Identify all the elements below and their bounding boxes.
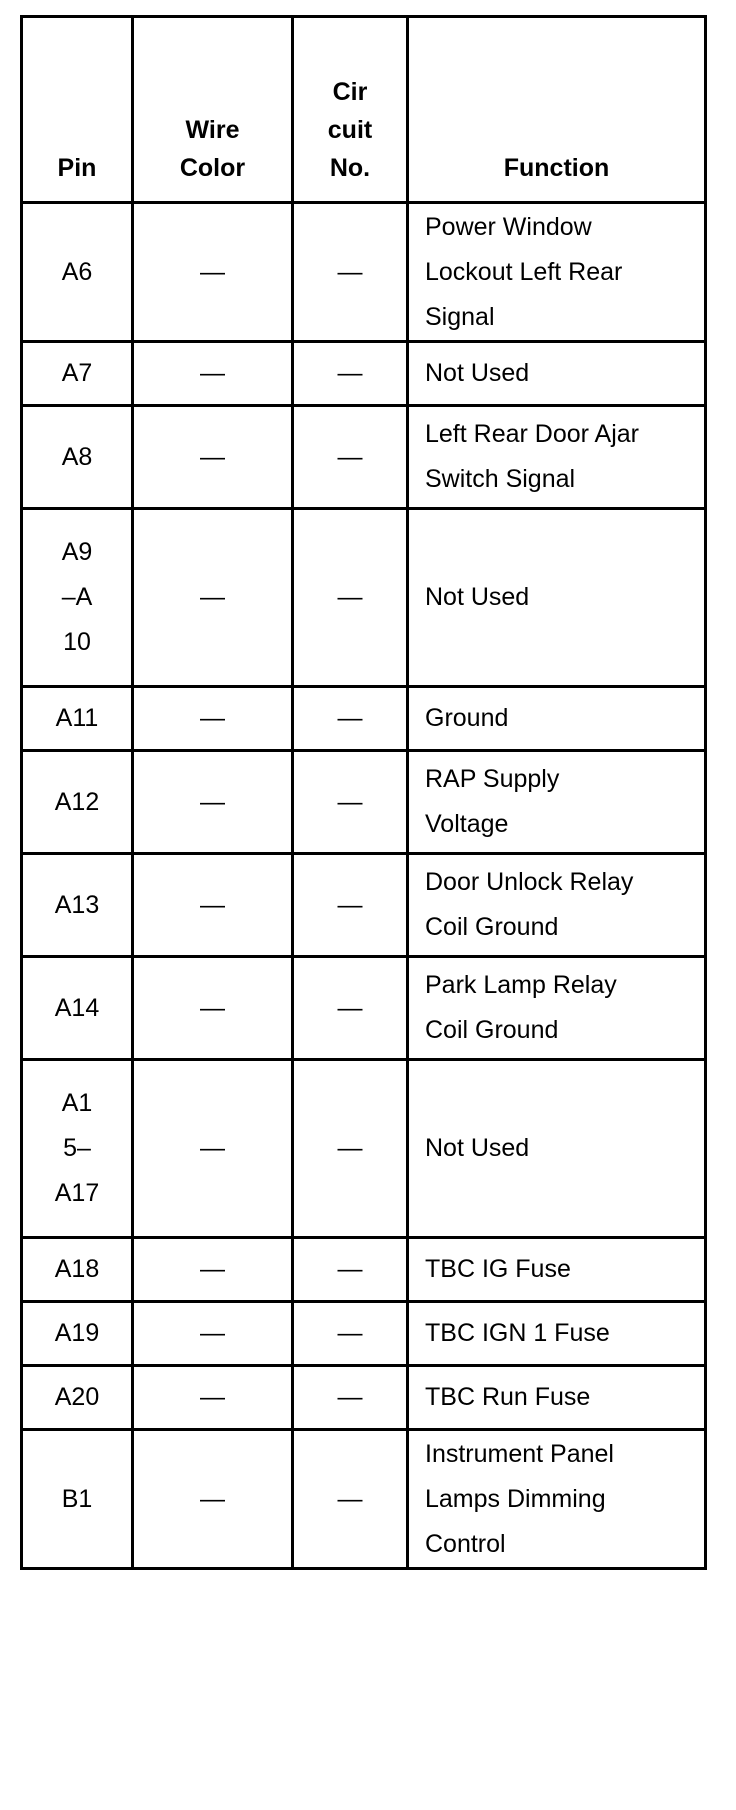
pin-cell: A7 <box>22 342 133 406</box>
pin-cell: A14 <box>22 957 133 1060</box>
table-row <box>22 1366 706 1430</box>
function-cell: TBC IG Fuse <box>408 1238 706 1302</box>
pin-cell: A13 <box>22 854 133 957</box>
wire-color-cell: — <box>133 342 293 406</box>
circuit-no-cell: — <box>293 1366 408 1430</box>
circuit-no-cell: — <box>293 1060 408 1238</box>
function-cell: RAP Supply Voltage <box>408 751 706 854</box>
circuit-no-cell: — <box>293 1238 408 1302</box>
header-pin: Pin <box>22 17 133 203</box>
table-row <box>22 1238 706 1302</box>
circuit-no-cell: — <box>293 203 408 342</box>
circuit-no-cell: — <box>293 1430 408 1569</box>
function-cell: TBC IGN 1 Fuse <box>408 1302 706 1366</box>
wire-color-cell: — <box>133 1366 293 1430</box>
function-cell: Not Used <box>408 342 706 406</box>
circuit-no-cell: — <box>293 406 408 509</box>
wire-color-cell: — <box>133 687 293 751</box>
pin-cell: A11 <box>22 687 133 751</box>
header-wire-color: Wire Color <box>133 17 293 203</box>
function-cell: Not Used <box>408 1060 706 1238</box>
header-function: Function <box>408 17 706 203</box>
table-row <box>22 854 706 957</box>
pin-cell: A1 5– A17 <box>22 1060 133 1238</box>
table-body <box>22 203 706 1569</box>
table-row <box>22 687 706 751</box>
pin-cell: A9 –A 10 <box>22 509 133 687</box>
circuit-no-cell: — <box>293 509 408 687</box>
function-cell: Instrument Panel Lamps Dimming Control <box>408 1430 706 1569</box>
table-row <box>22 957 706 1060</box>
pin-function-table <box>20 15 707 1570</box>
wire-color-cell: — <box>133 957 293 1060</box>
pin-cell: A20 <box>22 1366 133 1430</box>
wire-color-cell: — <box>133 203 293 342</box>
function-cell: Door Unlock Relay Coil Ground <box>408 854 706 957</box>
function-cell: Park Lamp Relay Coil Ground <box>408 957 706 1060</box>
wire-color-cell: — <box>133 751 293 854</box>
table-row <box>22 1302 706 1366</box>
table-row <box>22 1060 706 1238</box>
pin-cell: A8 <box>22 406 133 509</box>
pin-cell: A19 <box>22 1302 133 1366</box>
circuit-no-cell: — <box>293 1302 408 1366</box>
pin-cell: A18 <box>22 1238 133 1302</box>
header-circuit-no: Cir cuit No. <box>293 17 408 203</box>
table-row <box>22 342 706 406</box>
wire-color-cell: — <box>133 406 293 509</box>
function-cell: Power Window Lockout Left Rear Signal <box>408 203 706 342</box>
wire-color-cell: — <box>133 509 293 687</box>
circuit-no-cell: — <box>293 687 408 751</box>
circuit-no-cell: — <box>293 854 408 957</box>
function-cell: TBC Run Fuse <box>408 1366 706 1430</box>
wire-color-cell: — <box>133 1060 293 1238</box>
table-row <box>22 203 706 342</box>
function-cell: Not Used <box>408 509 706 687</box>
pin-cell: B1 <box>22 1430 133 1569</box>
wire-color-cell: — <box>133 1430 293 1569</box>
table-row <box>22 509 706 687</box>
wire-color-cell: — <box>133 854 293 957</box>
circuit-no-cell: — <box>293 342 408 406</box>
wire-color-cell: — <box>133 1238 293 1302</box>
table-row <box>22 751 706 854</box>
function-cell: Ground <box>408 687 706 751</box>
function-cell: Left Rear Door Ajar Switch Signal <box>408 406 706 509</box>
pin-cell: A12 <box>22 751 133 854</box>
circuit-no-cell: — <box>293 957 408 1060</box>
pin-cell: A6 <box>22 203 133 342</box>
table-row <box>22 406 706 509</box>
wire-color-cell: — <box>133 1302 293 1366</box>
table-header-row <box>22 17 706 203</box>
circuit-no-cell: — <box>293 751 408 854</box>
table-row <box>22 1430 706 1569</box>
